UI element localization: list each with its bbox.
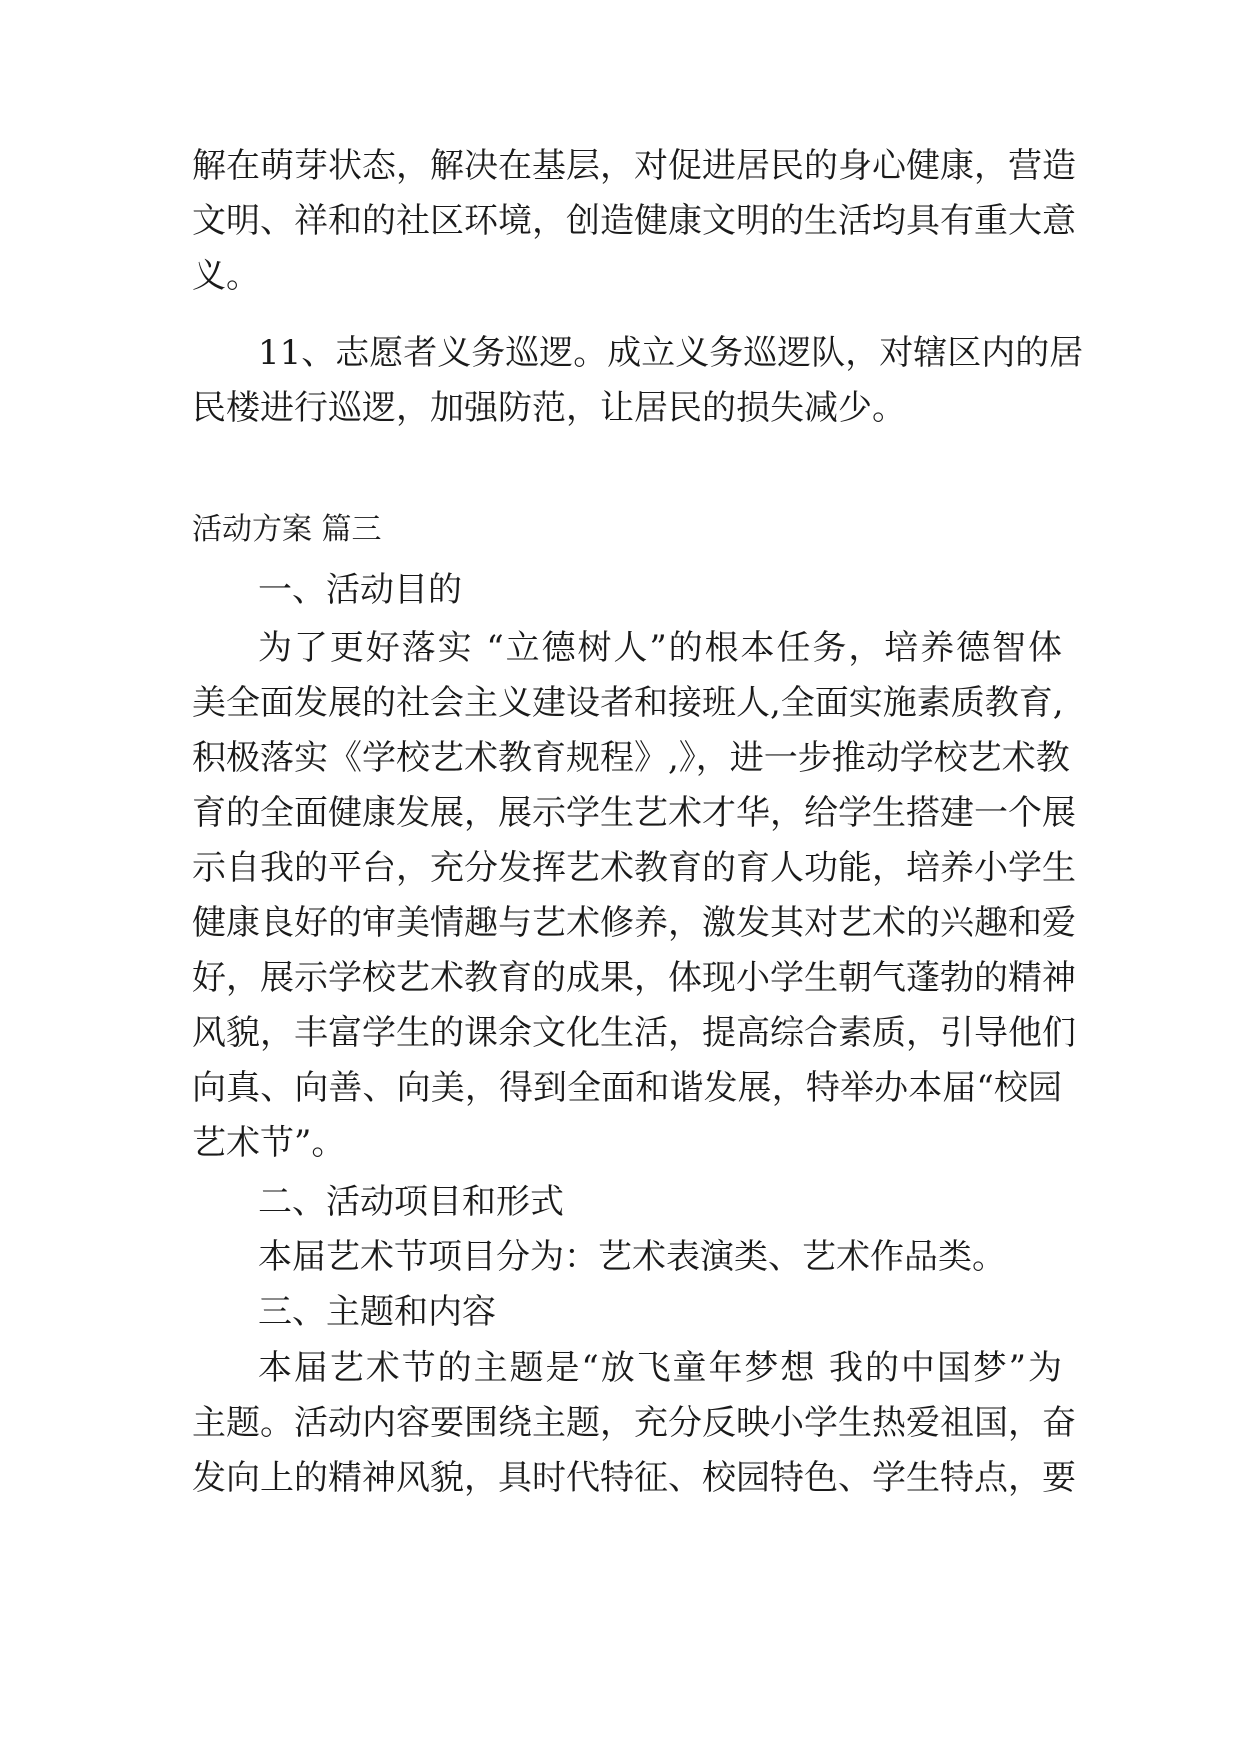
paragraph-line: 解在萌芽状态，解决在基层，对促进居民的身心健康，营造 [192,146,1076,186]
section-title: 活动方案 篇三 [192,512,382,547]
paragraph-line: 示自我的平台，充分发挥艺术教育的育人功能，培养小学生 [192,848,1076,888]
paragraph-line: 11、志愿者义务巡逻。成立义务巡逻队，对辖区内的居 [258,333,1084,373]
paragraph-line: 风貌，丰富学生的课余文化生活，提高综合素质，引导他们 [192,1013,1076,1053]
paragraph-line: 积极落实《学校艺术教育规程》,》，进一步推动学校艺术教 [192,738,1070,778]
paragraph-line: 好，展示学校艺术教育的成果，体现小学生朝气蓬勃的精神 [192,958,1076,998]
paragraph-line: 本届艺术节项目分为：艺术表演类、艺术作品类。 [258,1237,1006,1277]
subheading-purpose: 一、活动目的 [258,570,462,610]
paragraph-line: 美全面发展的社会主义建设者和接班人,全面实施素质教育, [192,683,1064,723]
paragraph-line: 健康良好的审美情趣与艺术修养，激发其对艺术的兴趣和爱 [192,903,1076,943]
paragraph-line: 本届艺术节的主题是“放飞童年梦想 我的中国梦”为 [258,1348,1062,1388]
paragraph-line: 为了更好落实 “立德树人”的根本任务，培养德智体 [258,628,1062,668]
paragraph-line: 艺术节”。 [192,1123,346,1163]
paragraph-line: 发向上的精神风貌，具时代特征、校园特色、学生特点，要 [192,1458,1076,1498]
paragraph-line: 育的全面健康发展，展示学生艺术才华，给学生搭建一个展 [192,793,1076,833]
paragraph-line: 文明、祥和的社区环境，创造健康文明的生活均具有重大意 [192,201,1076,241]
paragraph-line: 民楼进行巡逻，加强防范，让居民的损失减少。 [192,388,906,428]
paragraph-line: 向真、向善、向美，得到全面和谐发展，特举办本届“校园 [192,1068,1062,1108]
subheading-items: 二、活动项目和形式 [258,1182,564,1222]
subheading-theme: 三、主题和内容 [258,1292,496,1332]
paragraph-line: 义。 [192,256,260,296]
paragraph-line: 主题。活动内容要围绕主题，充分反映小学生热爱祖国，奋 [192,1403,1076,1443]
